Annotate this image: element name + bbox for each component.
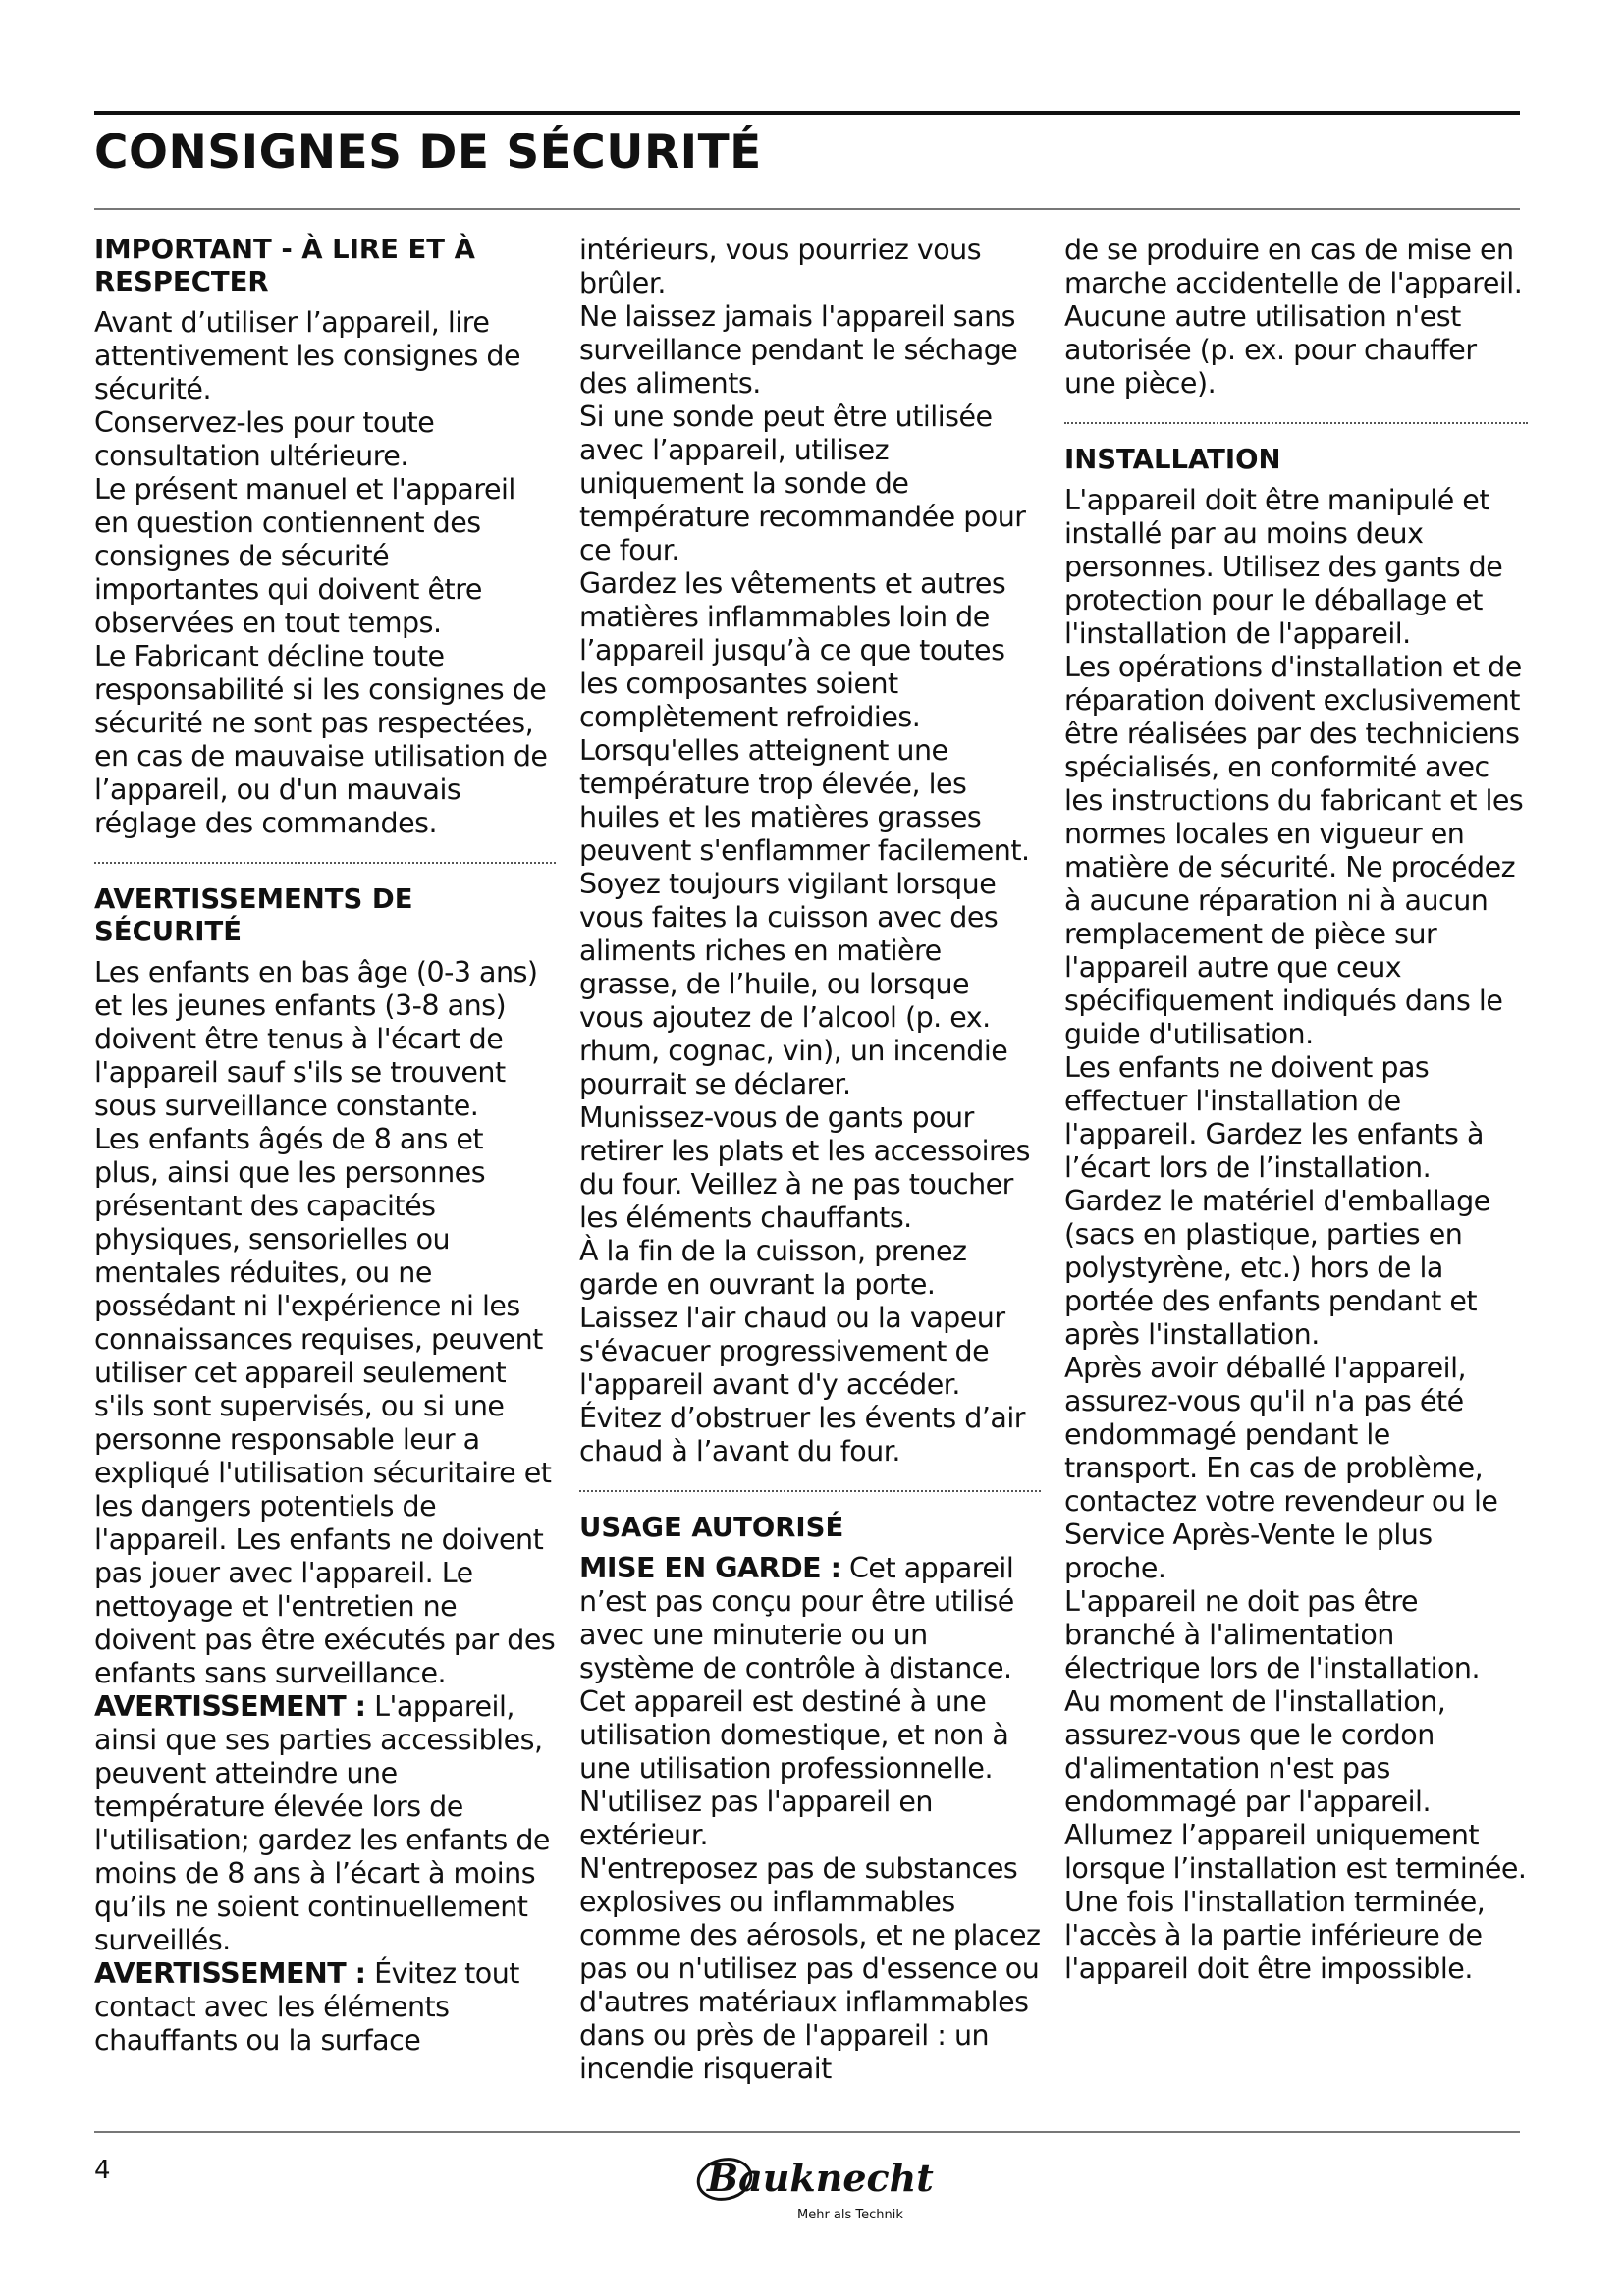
paragraph: Après avoir déballé l'appareil, assurez-vous qu'il n'a pas été endommagé pendant le transport. En cas de problème, contactez votre revendeur ou le Service Après-Vente le plus proche. [1064, 1352, 1498, 1584]
column-2 [579, 234, 1041, 2086]
bauknecht-logo [687, 2152, 935, 2228]
page-number: 4 [94, 2156, 111, 2185]
paragraph: Les enfants en bas âge (0-3 ans) et les jeunes enfants (3-8 ans) doivent être tenus à l'écart de l'appareil sauf s'ils se trouvent sous surveillance constante. [94, 956, 538, 1122]
dotted-separator [94, 862, 556, 864]
paragraph: À la fin de la cuisson, prenez garde en ouvrant la porte. [579, 1235, 967, 1301]
paragraph: Avant d’utiliser l’appareil, lire attentivement les consignes de sécurité. [94, 306, 521, 405]
paragraph: Lorsqu'elles atteignent une température trop élevée, les huiles et les matières grasses peuvent s'enflammer facilement. [579, 734, 1030, 867]
warning-paragraph [94, 1690, 556, 1957]
warning-label: AVERTISSEMENT : [94, 1957, 366, 1990]
paragraph: Les enfants âgés de 8 ans et plus, ainsi que les personnes présentant des capacités physiques, sensorielles ou mentales réduites, ou ne possédant ni l'expérience ni les connaissances requises, peuvent utiliser cet appareil seulement s'ils sont supervisés, ou si une personne responsable leur a expliqué l'utilisation sécuritaire et les dangers potentiels de l'appareil. Les enfants ne doivent pas jouer avec l'appareil. Le nettoyage et l'entretien ne doivent pas être exécutés par des enfants sans surveillance. [94, 1123, 556, 1689]
warning-label: AVERTISSEMENT : [94, 1690, 366, 1723]
column-1 [94, 234, 556, 2057]
top-rule [94, 111, 1520, 115]
paragraph: Gardez les vêtements et autres matières inflammables loin de l’appareil jusqu’à ce que toutes les composantes soient complètement refroidies. [579, 567, 1006, 733]
paragraph: Au moment de l'installation, assurez-vous que le cordon d'alimentation n'est pas endommagé par l'appareil. [1064, 1685, 1446, 1818]
paragraph: N'utilisez pas l'appareil en extérieur. [579, 1786, 933, 1851]
paragraph: L'appareil ne doit pas être branché à l'alimentation électrique lors de l'installation. [1064, 1585, 1481, 1684]
page-title: CONSIGNES DE SÉCURITÉ [94, 126, 762, 180]
column-3 [1064, 234, 1528, 1986]
paragraph: Munissez-vous de gants pour retirer les plats et les accessoires du four. Veillez à ne pas toucher les éléments chauffants. [579, 1101, 1031, 1234]
warning-text: Évitez tout contact avec les éléments chauffants ou la surface [94, 1957, 519, 2056]
dotted-separator [1064, 422, 1528, 424]
paragraph: Le Fabricant décline toute responsabilité si les consignes de sécurité ne sont pas respectées, en cas de mauvaise utilisation de l’appareil, ou d'un mauvais réglage des commandes. [94, 640, 548, 839]
paragraph: Soyez toujours vigilant lorsque vous faites la cuisson avec des aliments riches en matière grasse, de l’huile, ou lorsque vous ajoutez de l’alcool (p. ex. rhum, cognac, vin), un incendie pourrait se déclarer. [579, 868, 1008, 1100]
logo-tagline: Mehr als Technik [797, 2208, 903, 2222]
paragraph: Cet appareil est destiné à une utilisation domestique, et non à une utilisation professionnelle. [579, 1685, 1009, 1785]
dotted-separator [579, 1490, 1041, 1492]
paragraph: Allumez l’appareil uniquement lorsque l’installation est terminée. [1064, 1819, 1527, 1885]
bottom-rule [94, 2131, 1520, 2133]
paragraph: Les enfants ne doivent pas effectuer l'installation de l'appareil. Gardez les enfants à l’écart lors de l’installation. [1064, 1051, 1484, 1184]
logo-wordmark: Bauknecht [707, 2156, 934, 2200]
caution-label: MISE EN GARDE : [579, 1552, 841, 1584]
paragraph: L'appareil doit être manipulé et installé par au moins deux personnes. Utilisez des gants de protection pour le déballage et l'installation de l'appareil. [1064, 484, 1503, 650]
paragraph: Si une sonde peut être utilisée avec l’appareil, utilisez uniquement la sonde de température recommandée pour ce four. [579, 400, 1026, 566]
paragraph: Gardez le matériel d'emballage (sacs en plastique, parties en polystyrène, etc.) hors de la portée des enfants pendant et après l'installation. [1064, 1185, 1490, 1351]
paragraph: Conservez-les pour toute consultation ultérieure. [94, 406, 435, 472]
warning-paragraph [94, 1957, 556, 2057]
section-title-usage: USAGE AUTORISÉ [579, 1512, 844, 1543]
caution-paragraph [579, 1552, 1041, 1685]
paragraph: N'entreposez pas de substances explosives ou inflammables comme des aérosols, et ne placez pas ou n'utilisez pas d'essence ou d'autres matériaux inflammables dans ou près de l'appareil : un incendie risquerait [579, 1852, 1041, 2085]
section-title-warnings: AVERTISSEMENTS DE SÉCURITÉ [94, 883, 413, 947]
paragraph: Les opérations d'installation et de réparation doivent exclusivement être réalisées par des techniciens spécialisés, en conformité avec les instructions du fabricant et les normes locales en vigueur en matière de sécurité. Ne procédez à aucune réparation ni à aucun remplacement de pièce sur l'appareil autre que ceux spécifiquement indiqués dans le guide d'utilisation. [1064, 651, 1524, 1050]
caution-text: Cet appareil n’est pas conçu pour être utilisé avec une minuterie ou un système de contrôle à distance. [579, 1552, 1014, 1684]
paragraph: Le présent manuel et l'appareil en question contiennent des consignes de sécurité importantes qui doivent être observées en tout temps. [94, 473, 515, 639]
paragraph: Laissez l'air chaud ou la vapeur s'évacuer progressivement de l'appareil avant d'y accéder. [579, 1302, 1005, 1401]
paragraph: Évitez d’obstruer les évents d’air chaud à l’avant du four. [579, 1402, 1026, 1468]
warning-text: L'appareil, ainsi que ses parties accessibles, peuvent atteindre une température élevée lors de l'utilisation; gardez les enfants de moins de 8 ans à l’écart à moins qu’ils ne soient continuellement surveillés. [94, 1690, 550, 1956]
paragraph: intérieurs, vous pourriez vous brûler. [579, 234, 982, 299]
paragraph: Une fois l'installation terminée, l'accès à la partie inférieure de l'appareil doit être impossible. [1064, 1886, 1486, 1985]
paragraph: de se produire en cas de mise en marche accidentelle de l'appareil. [1064, 234, 1523, 299]
paragraph: Aucune autre utilisation n'est autorisée (p. ex. pour chauffer une pièce). [1064, 300, 1477, 400]
section-title-important: IMPORTANT - À LIRE ET À RESPECTER [94, 234, 475, 297]
title-divider [94, 208, 1520, 210]
section-title-installation: INSTALLATION [1064, 444, 1281, 475]
paragraph: Ne laissez jamais l'appareil sans surveillance pendant le séchage des aliments. [579, 300, 1018, 400]
